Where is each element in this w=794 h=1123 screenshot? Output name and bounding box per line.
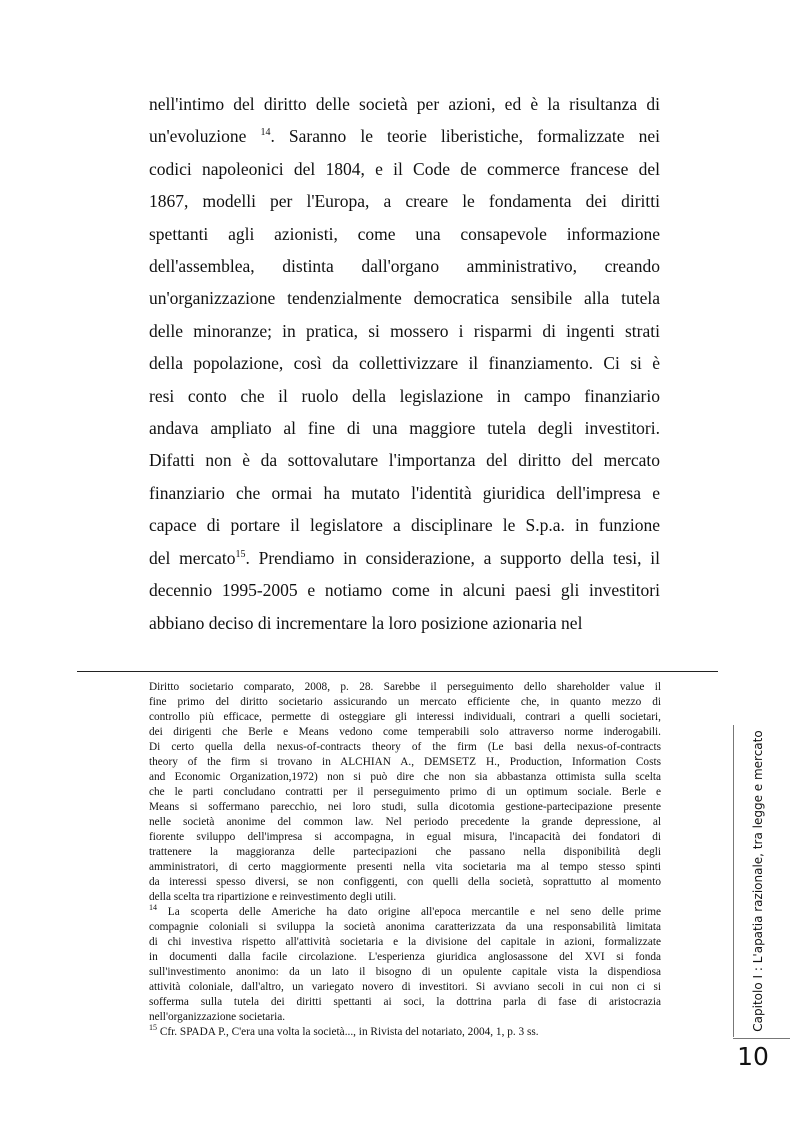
footnote-line: compagnie coloniali si sviluppa la società anonima caratterizzata da una responsabilità limitata — [149, 921, 661, 933]
footnote-line: nell'organizzazione societaria. — [149, 1011, 286, 1023]
body-line: codici napoleonici del 1804, e il Code de commerce francese del — [149, 158, 660, 179]
footnote-line: trattenere la maggioranza delle partecipazioni che passano nella disponibilità degli — [149, 846, 661, 858]
footnote-ref: 14 — [260, 127, 271, 139]
body-line: capace di portare il legislatore a disciplinare le S.p.a. in funzione — [149, 515, 660, 536]
footnote-text: La scoperta delle Americhe ha dato origine all'epoca mercantile e nel seno delle prime — [157, 906, 661, 918]
body-line: un'organizzazione tendenzialmente democratica sensibile alla tutela — [149, 288, 660, 309]
footnote-line: in documenti dalla facile circolazione. L'esperienza giuridica anglosassone del XVI si fonda — [149, 951, 661, 963]
body-line: dell'assemblea, distinta dall'organo amministrativo, creando — [149, 256, 660, 277]
body-text: del mercato — [149, 547, 236, 568]
body-line: abbiano deciso di incrementare la loro posizione azionaria nel — [149, 612, 583, 633]
footnote-line: sofferma sulla tutela dei diritti spettanti ai soci, la dottrina parla di fase di aristocrazia — [149, 996, 661, 1008]
body-text: . Saranno le teorie liberistiche, formalizzate nei — [270, 126, 660, 147]
footnote-ref: 15 — [235, 548, 246, 560]
body-text: . Prendiamo in considerazione, a supporto della tesi, il — [245, 547, 660, 568]
body-line — [149, 542, 660, 574]
body-line: andava ampliato al fine di una maggiore tutela degli investitori. — [149, 418, 660, 439]
footnote-line: Means si soffermano parecchio, nei loro studi, sulla dicotomia gestione-partecipazione presente — [149, 801, 661, 813]
body-line: della popolazione, così da collettivizzare il finanziamento. Ci si è — [149, 353, 660, 374]
body-text: un'evoluzione — [149, 126, 261, 147]
footnote-line: fine primo del diritto societario assicurando un mercato efficiente che, in quanto mezzo di — [149, 696, 661, 708]
footnote-line — [149, 905, 661, 920]
body-line: spettanti agli azionisti, come una consapevole informazione — [149, 223, 660, 244]
footnote-line: attività coloniale, dall'altro, un variegato novero di investitori. Si avviano secoli in cui non ci si — [149, 981, 661, 993]
footnote-separator — [77, 671, 718, 672]
footnote-line: Di certo quella della nexus-of-contracts theory of the firm (Le basi della nexus-of-contracts — [149, 741, 661, 753]
footnote-line: controllo più efficace, permette di osteggiare gli interessi individuali, contrari a quelli societari, — [149, 711, 661, 723]
footnote-text: Cfr. SPADA P., C'era una volta la società..., in Rivista del notariato, 2004, 1, p. 3 ss. — [157, 1026, 539, 1038]
body-line: decennio 1995-2005 e notiamo come in alcuni paesi gli investitori — [149, 580, 660, 601]
body-line: nell'intimo del diritto delle società per azioni, ed è la risultanza di — [149, 94, 660, 114]
body-line — [149, 120, 660, 152]
page-number: 10 — [737, 1042, 769, 1071]
page-number-rule — [733, 1038, 790, 1039]
footnotes — [149, 680, 661, 1040]
body-line: 1867, modelli per l'Europa, a creare le fondamenta dei diritti — [149, 191, 660, 212]
footnote-line: sull'investimento anonimo: da un lato il bisogno di un opulente capitale vista la dispendiosa — [149, 966, 661, 978]
footnote-line: amministratori, di certo maggiormente presenti nella vita societaria ma al tempo stesso spinti — [149, 861, 661, 873]
footnote-line: nelle società anonime del common law. Nel periodo precedente la grande depressione, al — [149, 816, 661, 828]
body-line: finanziario che ormai ha mutato l'identità giuridica dell'impresa e — [149, 482, 660, 503]
footnote-line: di chi investiva rispetto all'attività societaria e la divisione del capitale in azioni, formalizzate — [149, 936, 661, 948]
body-line: resi conto che il ruolo della legislazione in campo finanziario — [149, 385, 660, 406]
footnote-line: theory of the firm si trovano in ALCHIAN A., DEMSETZ H., Production, Information Costs — [149, 756, 661, 768]
footnote-line: fiorente sviluppo dell'impresa si accompagna, in egual misura, l'incapacità dei fondatori di — [149, 831, 661, 843]
body-line: delle minoranze; in pratica, si mossero i risparmi di ingenti strati — [149, 320, 660, 341]
body-line: Difatti non è da sottovalutare l'importanza del diritto del mercato — [149, 450, 660, 471]
footnote-line — [149, 1025, 661, 1040]
footnote-line: che le parti concludano contratti per il perseguimento primo di un optimum sociale. Berle e — [149, 786, 661, 798]
footnote-line: della scelta tra ripartizione e reinvestimento degli utili. — [149, 891, 397, 903]
chapter-title: Capitolo I : L'apatia razionale, tra legge e mercato — [751, 730, 765, 1032]
footnote-line: and Economic Organization,1972) non si può dire che non sia abbastanza ottimista sulla scelta — [149, 771, 661, 783]
footnote-line: Diritto societario comparato, 2008, p. 28. Sarebbe il perseguimento dello shareholder value il — [149, 681, 661, 693]
footnote-line: da interessi spesso diversi, se non configgenti, con quelli della società, soprattutto al momento — [149, 876, 661, 888]
footnote-ref: 15 — [149, 1023, 157, 1033]
body-text — [149, 88, 660, 639]
footnote-line: dei dirigenti che Berle e Means vedono come temperabili solo attraverso norme inderogabili. — [149, 726, 661, 738]
footnote-ref: 14 — [149, 903, 157, 913]
